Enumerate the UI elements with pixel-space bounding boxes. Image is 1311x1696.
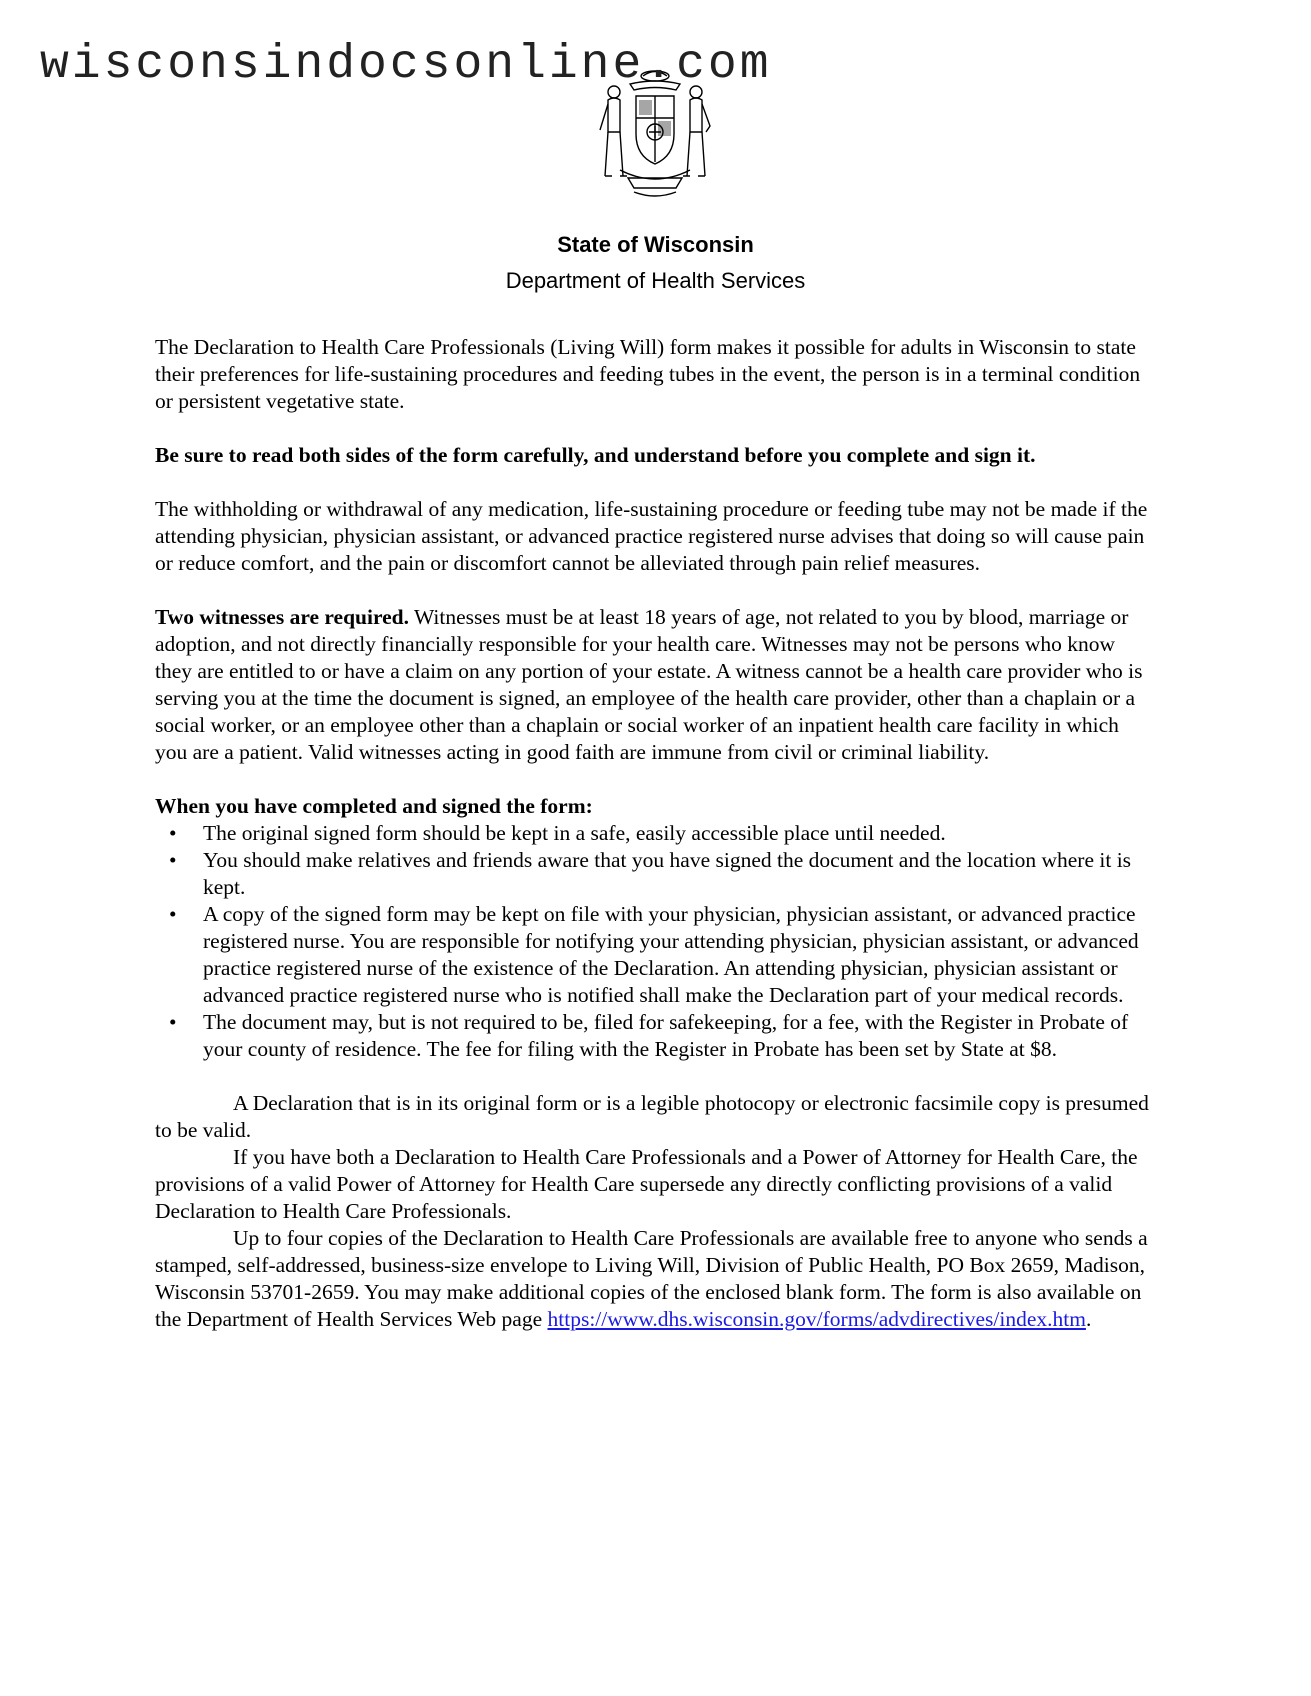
completed-heading: When you have completed and signed the form: [155, 794, 593, 818]
withholding-paragraph: The withholding or withdrawal of any medication, life-sustaining procedure or feeding tube may not be made if the attending physician, physician assistant, or advanced practice registered nurse advises that doing so will cause pain or reduce comfort, and the pain or discomfort cannot be alleviated through pain relief measures. [155, 497, 1148, 575]
witnesses-lead: Two witnesses are required. [155, 605, 410, 629]
site-watermark: wisconsindocsonline.com [40, 38, 772, 92]
copies-paragraph [155, 1225, 1155, 1333]
list-item: • The document may, but is not required to be, filed for safekeeping, for a fee, with the Register in Probate of your county of residence. The fee for filing with the Register in Probate has been set by State at $8. [203, 1009, 1155, 1063]
document-body [155, 334, 1155, 1333]
list-item: • A copy of the signed form may be kept on file with your physician, physician assistant, or advanced practice registered nurse. You are responsible for notifying your attending physician, physician assistant, or advanced practice registered nurse of the existence of the Declaration. An attending physician, physician assistant or advanced practice registered nurse who is notified shall make the Declaration part of your medical records. [203, 901, 1155, 1009]
witnesses-paragraph [155, 604, 1155, 766]
copies-end: . [1085, 1307, 1092, 1331]
list-item: • You should make relatives and friends aware that you have signed the document and the location where it is kept. [203, 847, 1155, 901]
intro-paragraph: The Declaration to Health Care Professionals (Living Will) form makes it possible for adults in Wisconsin to state their preferences for life-sustaining procedures and feeding tubes in the event, the person is in a terminal condition or persistent vegetative state. [155, 335, 1141, 413]
copies-text: Up to four copies of the Declaration to Health Care Professionals are available free to anyone who sends a stamped, self-addressed, business-size envelope to Living Will, Division of Public Health, PO Box 2659, Madison, Wisconsin 53701-2659. You may make additional copies of the enclosed blank form. The form is also available on the Department of Health Services Web page [155, 1226, 1148, 1331]
closing-section [155, 1090, 1155, 1333]
witnesses-text: Witnesses must be at least 18 years of age, not related to you by blood, marriage or adoption, and not directly financially responsible for your health care. Witnesses may not be persons who know they are entitled to or have a claim on any portion of your estate. A witness cannot be a health care provider who is serving you at the time the document is signed, an employee of the health care provider, other than a chaplain or a social worker, or an employee other than a chaplain or social worker of an inpatient health care facility in which you are a patient. Valid witnesses acting in good faith are immune from civil or criminal liability. [155, 605, 1143, 764]
department-title: Department of Health Services [505, 268, 806, 293]
read-warning: Be sure to read both sides of the form carefully, and understand before you complete and sign it. [155, 443, 1036, 467]
supersede-paragraph: If you have both a Declaration to Health Care Professionals and a Power of Attorney for Health Care, the provisions of a valid Power of Attorney for Health Care supersede any directly conflicting provisions of a valid Declaration to Health Care Professionals. [155, 1145, 1138, 1223]
list-item: • The original signed form should be kept in a safe, easily accessible place until needed. [203, 820, 1155, 847]
completed-list [155, 820, 1155, 1063]
validity-paragraph: A Declaration that is in its original form or is a legible photocopy or electronic facsimile copy is presumed to be valid. [155, 1091, 1149, 1142]
state-title: State of Wisconsin [557, 232, 754, 257]
dhs-forms-link[interactable]: https://www.dhs.wisconsin.gov/forms/advdirectives/index.htm [547, 1307, 1086, 1331]
